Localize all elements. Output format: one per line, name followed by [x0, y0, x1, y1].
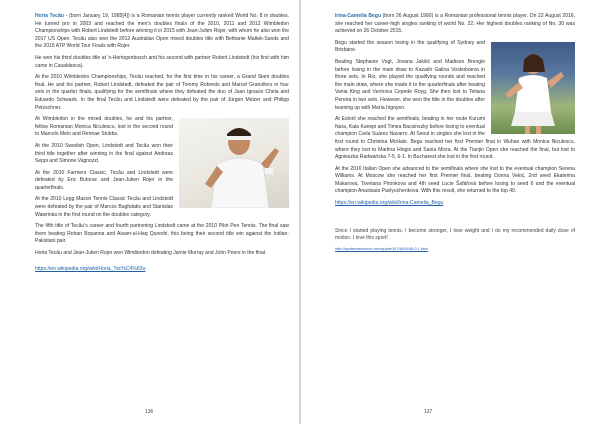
paragraph: At the 2010 Wimbledon Championships, Tecău reached, for the first time in his career, a Grand Slam doubles final. He and his partner, Robert Lindstedt, defeated the pair of Tommy Robredo and Marcel Granollers in four sets in the quarter finals, qualifying for the semifinals where they defeated the duo of Juan Ignacio Chela and Eduardo Schwank. In the final Tecău and Lindstedt were defeated by the pair of Jürgen Melzer and Philipp Petzschner. — [35, 74, 289, 111]
left-page — [0, 0, 299, 424]
quote-text: Since I started playing tennis, I become stronger, I lose weight and I do my recommended daily dose of motion. I love this sport! — [335, 227, 575, 242]
paragraph: He won his third doubles title at 's-Hertogenbosch and his second with partner Robert Lindstedt (his first with him came in Casablanca). — [35, 54, 289, 69]
page-number: 137 — [424, 409, 433, 415]
player-silhouette-icon — [179, 118, 289, 208]
player-silhouette-icon — [491, 42, 575, 134]
paragraph: At the 2010 Legg Mason Tennis Classic Tecău and Lindstedt were defeated by the pair of Marcos Baghdatis and Stanislas Wawrinka in the first round on the doubles category. — [35, 196, 173, 218]
paragraph: At Wimbledon in the mixed doubles, he and his partner, fellow Romanian Monica Niculescu, lost in the second round to Marcelo Melo and Rennae Stubbs. — [35, 116, 173, 138]
page-number: 136 — [145, 409, 154, 415]
paragraph: At the 2010 Farmers Classic, Tecău and Lindstedt were defeated by Eric Butorac and Jean-Julien Rojer in the quarterfinals. — [35, 169, 173, 191]
quote-source-link[interactable]: http://quotesnewtouch.com/quote/197/4804/48-0-1.html — [335, 246, 429, 251]
wikipedia-link-begu[interactable]: https://en.wikipedia.org/wiki/Irina-Camelia_Begu — [335, 200, 444, 207]
paragraph: Horia Tecău and Jean-Julien Rojer won Wimbledon defeating Jamie Murray and John Peers in the final. — [35, 250, 267, 257]
paragraph-intro: Irina-Camelia Begu (born 26 August 1990) is a Romanian professional tennis player. On 22 August 2016, she reached her career-high singles ranking of world No. 22. Her highest doubles ranking of No. 30 was achieved on 26 October 2015. — [335, 13, 575, 35]
right-page — [301, 0, 600, 424]
paragraph: At the 2016 Italian Open she advanced to the semifinals where she lost to the eventual champion Serena Williams. At Moscow she reached her first Premier final, beating Donna Vekić, 2nd seed Ekaterina Makarova, Tsvetana Pironkova and 4th seed Lucie Šafářová before losing to seed 6 and the eventual champion Anastasia Pavlyuchenkova. With this result, she returned to the top 40. — [335, 165, 575, 195]
person-name-begu: Irina-Camelia Begu — [335, 13, 381, 19]
paragraph: At Estoril she reached the semifinals, beating in her route Kurumi Nara, Kaia Kanepi and Timea Bacsinszky before losing to eventual champion Carla Suárez Navarro. At Seoul in singles she lost in the first round to Christina McHale. Begu reached her first Premier final in Wuhan with Monica Niculescu, where they lost to Martina Hingis and Sania Mirza. At the Tianjin Open she reached the final, but lost to Agnieszka Radwańska 7-5, 6-1. In Bucharest she lost in the first round. — [335, 116, 575, 161]
paragraph: Beating Stephanie Vogt, Jovana Jakšić and Madison Brengle before losing in the main draw to Kazakh Galina Voskoboeva in three sets. In Rio, she played the qualifying rounds and reached the main draw, where she made it to the quarterfinals after beating Vania King and Verónica Cepede Royg. She then lost to Teliana Pereira in two sets. However, she won the title in the doubles after teaming up with María Irigoyen. — [335, 58, 485, 111]
paragraph: Begu started the season losing in the qualifying of Sydney and Brisbane. — [335, 39, 485, 54]
paragraph-intro: Horia Tecău - (born January 19, 1985[4]) is a Romanian tennis player currently ranked World No. 8 in doubles. He turned pro in 2003 and reached the men's doubles finals of the 2010, 2011 and 2012 Wimbledon Championships with Robert Lindstedt before winning it in 2015 with Jean-Julien Rojer, with whom he also won the 2017 US Open. Tecău also won the 2012 Australian Open mixed doubles title with Bethanie Mattek-Sands and the 2015 ATP World Tour Finals with Rojer. — [35, 13, 289, 50]
person-name-tecau: Horia Tecău — [35, 13, 64, 19]
tennis-player-photo — [491, 42, 575, 134]
wikipedia-link-tecau[interactable]: https://en.wikipedia.org/wiki/Horia_Tec%C4%83u — [35, 265, 146, 272]
paragraph: The fifth title of Tecău's career and fourth partnering Lindstedt came at the 2010 Pilot Pen Tennis. The final saw them beating Rohan Bopanna and Aisam-ul-Haq Qureshi, this being their second title win against the Indian-Pakistani pair. — [35, 223, 289, 245]
tennis-player-photo — [179, 118, 289, 208]
paragraph: At the 2010 Swedish Open, Lindstedt and Tecău won their third title together after winning in the final against Andreas Seppi and Simone Vagnozzi. — [35, 142, 173, 165]
